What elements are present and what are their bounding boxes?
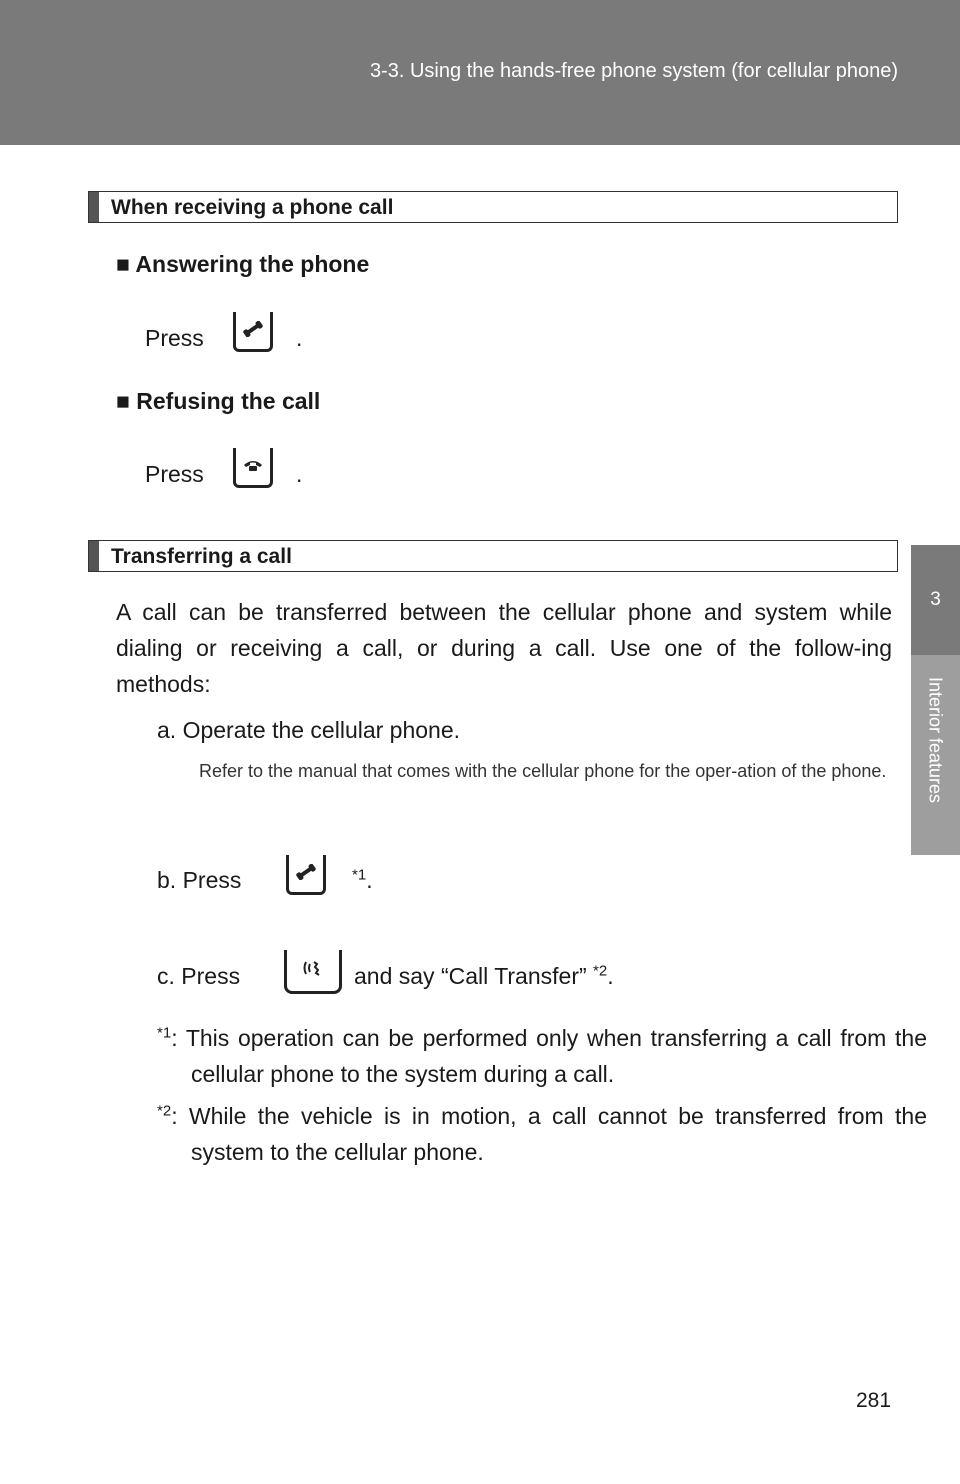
footnote-text: : While the vehicle is in motion, a call cannot be transferred from the system to the cellular phone. [171, 1103, 927, 1165]
on-hook-phone-icon [233, 448, 273, 488]
heading-bar [89, 541, 99, 571]
chapter-tab [911, 545, 960, 655]
chapter-title: 3-3. Using the hands-free phone system (for cellular phone) [369, 60, 898, 82]
subheading-answering: ■ Answering the phone [116, 251, 370, 277]
footnote-1 [157, 1020, 927, 1092]
item-c-say: and say “Call Transfer” [354, 963, 587, 989]
page-number: 281 [856, 1389, 892, 1412]
footnote-ref: *2 [593, 962, 608, 980]
section-heading-receiving [88, 191, 898, 223]
footnote-2 [157, 1098, 927, 1170]
footnote-marker: *1 [157, 1024, 172, 1042]
off-hook-phone-icon [233, 312, 273, 352]
chapter-number: 3 [930, 589, 941, 610]
talk-voice-icon [284, 950, 342, 994]
chapter-label: Interior features [925, 676, 946, 804]
off-hook-phone-icon [286, 855, 326, 895]
footnote-ref: *1 [352, 866, 367, 884]
answer-period: . [296, 325, 303, 351]
item-c-period: . [607, 963, 614, 989]
transfer-intro: A call can be transferred between the cellular phone and system while dialing or receiving a call, or during a call. Use one of the follow-ing methods: [116, 599, 892, 697]
answer-press-text: Press [145, 325, 204, 351]
subheading-refusing: ■ Refusing the call [116, 388, 321, 414]
item-c-press: c. Press [157, 963, 241, 989]
item-c-suffix [354, 958, 614, 994]
item-a: a. Operate the cellular phone. [157, 717, 461, 743]
item-b-press: b. Press [157, 867, 242, 893]
item-a-note: Refer to the manual that comes with the cellular phone for the oper-ation of the phone. [199, 761, 887, 781]
refuse-press-text: Press [145, 461, 204, 487]
footnote-text: : This operation can be performed only when transferring a call from the cellular phone to the system during a call. [171, 1025, 927, 1087]
refuse-period: . [296, 461, 303, 487]
item-b-period: . [366, 867, 373, 893]
section-title: Transferring a call [111, 545, 292, 568]
header-band [0, 0, 960, 145]
item-b-suffix [352, 862, 373, 898]
footnote-marker: *2 [157, 1102, 172, 1120]
heading-bar [89, 192, 99, 222]
section-title: When receiving a phone call [111, 196, 394, 219]
section-heading-transferring [88, 540, 898, 572]
